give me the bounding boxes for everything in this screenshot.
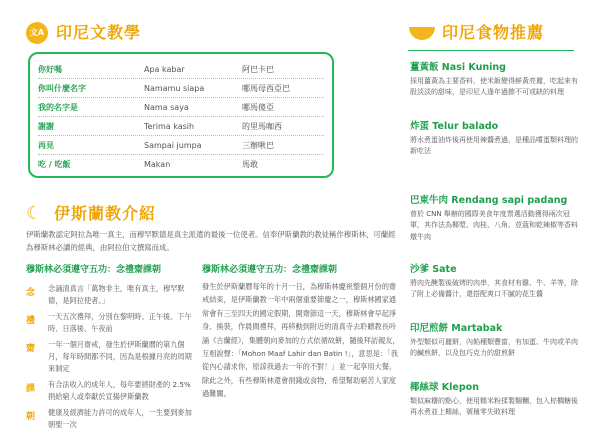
- food-description: 曾於 CNN 舉辦的國際美食年度票選活動獲得兩次冠軍，其作法為椰漿、肉桂、八角、荳蔻和乾辣椒等香料燉牛肉: [410, 210, 578, 241]
- ramadan-heading: 穆斯林必須遵守五功：念禮齋課朝: [202, 265, 338, 275]
- pillar-char: 朝: [26, 412, 36, 422]
- five-pillars-list: [26, 283, 198, 431]
- vocab-transliteration: 的里馬咖西: [242, 121, 282, 131]
- vocab-transliteration: 哪馬傻亞: [242, 102, 274, 112]
- language-section-title: 印尼文教學: [56, 23, 142, 42]
- pillars-heading: 穆斯林必須遵守五功：念禮齋課朝: [26, 265, 162, 275]
- pillar-item: [26, 379, 198, 407]
- vocab-indonesian: Apa kabar: [144, 64, 185, 74]
- islam-intro: 伊斯蘭教認定阿拉為唯一真主，而穆罕默德是真主派遣的最後一位使者。信奉伊斯蘭教的教徒稱作穆斯林，可蘭經為穆斯林必讀的經典，由阿拉伯文撰寫而成。: [26, 230, 396, 252]
- vocab-transliteration: 馬敢: [242, 160, 258, 169]
- islam-section-title: 伊斯蘭教介紹: [54, 204, 157, 223]
- vocab-chinese: 你好嗎: [38, 64, 62, 74]
- food-name: 炸蛋 Telur balado: [410, 121, 499, 132]
- pillar-item: [26, 407, 198, 431]
- food-name: 巴東牛肉 Rendang sapi padang: [410, 195, 568, 206]
- pillar-text: 念誦清真言「萬物非主，唯有真主，穆罕默德，是阿拉使者。」: [48, 284, 185, 305]
- crescent-moon-icon: ☾: [26, 203, 43, 224]
- vocab-indonesian: Makan: [144, 160, 171, 169]
- pillar-item: [26, 339, 198, 379]
- food-name: 沙爹 Sate: [410, 264, 457, 275]
- food-item: [410, 111, 578, 185]
- vocab-indonesian: Terima kasih: [144, 121, 195, 131]
- food-name: 印尼煎餅 Martabak: [410, 323, 503, 334]
- food-item: [410, 185, 578, 254]
- food-description: 採用薑黃為主要香料，使米飯變得鮮黃亮麗，吃起來有股淡淡的甜味，是印尼人逢年過節不可或缺的料理: [410, 77, 578, 97]
- vocab-chinese: 吃 / 吃飯: [38, 160, 71, 169]
- pillar-char: 禮: [26, 316, 36, 326]
- pillar-text: 一年一個月齋戒，發生於伊斯蘭曆的第九個月，每年時間都不同，因為是根據月亮的周期來制定: [48, 340, 192, 373]
- bowl-icon: [409, 27, 435, 40]
- food-item: [410, 313, 578, 372]
- food-description: 將水煮蛋油炸後再使用辣醬煮過，是種品嚐蛋類料理的新吃法: [410, 136, 578, 156]
- eid-description: 發生於伊斯蘭曆每年的十月一日，為穆斯林慶祝整個月份的齋戒結束，是伊斯蘭教一年中兩個重要節慶之一，穆斯林國家通常會有三至四天的國定假期，開齋節這一天，穆斯林會早起淨身、換裝，作晨間禮拜，再移動到附近的清真寺去聆聽教長吟誦《古蘭經》，集體朝向麥加的方式依循故餅，隨後拜訪親友，互相說聲：「Mohon Maaf Lahir dan Batin !」，意思是：「我從內心請求你，原諒我過去一年的不對！」並一起享用大餐。除此之外，有些穆斯林還會捐錢或食物，希望幫助窮苦人家度過難關。: [202, 282, 400, 399]
- food-name: 椰絲球 Klepon: [410, 382, 479, 393]
- vocab-indonesian: Namamu siapa: [144, 83, 205, 93]
- food-description: 類似麻糬的點心，使用糯米粉揉製麵糰，包入棕櫚糖後再水煮並上椰絲，號稱零失敗料理: [410, 397, 578, 417]
- vocab-row: [38, 117, 324, 136]
- pillar-text: 一天五次禮拜，分別在黎明時、正午後、下午時、日落後、午夜前: [48, 312, 192, 333]
- food-item: [410, 254, 578, 313]
- vocab-chinese: 你叫什麼名字: [38, 83, 86, 93]
- food-item: [410, 52, 578, 111]
- vocab-indonesian: Nama saya: [144, 102, 189, 112]
- pillar-item: [26, 283, 198, 311]
- vocab-transliteration: 三辦啾巴: [242, 140, 274, 150]
- vocabulary-table: [28, 52, 334, 178]
- food-section-title: 印尼食物推薦: [442, 23, 545, 42]
- vocab-row: [38, 136, 324, 155]
- language-icon: 文A: [26, 22, 48, 44]
- pillar-item: [26, 311, 198, 339]
- pillar-char: 念: [26, 288, 36, 298]
- vocab-chinese: 謝謝: [38, 121, 54, 131]
- food-description: 將肉先醃製後破烤的肉串，其食材有雞、牛、羊等，除了附上必備醬汁，還搭配爽口不膩的花生醬: [410, 279, 578, 299]
- pillar-char: 齋: [26, 344, 36, 354]
- food-name: 薑黃飯 Nasi Kuning: [410, 62, 506, 73]
- pillar-text: 健康及經濟能力許可的成年人，一生要到麥加朝聖一次: [48, 408, 192, 429]
- pillar-char: 課: [26, 384, 36, 394]
- vocab-transliteration: 阿巴卡巴: [242, 64, 274, 74]
- vocab-row: [38, 60, 324, 79]
- section-divider: [408, 50, 574, 51]
- vocab-row: [38, 79, 324, 98]
- vocab-row: [38, 98, 324, 117]
- vocab-chinese: 我的名字是: [38, 102, 78, 112]
- food-list: [410, 52, 578, 431]
- vocab-transliteration: 哪馬母西亞巴: [242, 83, 290, 93]
- vocab-indonesian: Sampai jumpa: [144, 140, 202, 150]
- food-item: [410, 372, 578, 431]
- food-description: 外型類似可麗餅，內餡種類豐富，有加蛋、牛肉或羊肉的鹹煎餅，以及包巧克力的甜煎餅: [410, 338, 578, 358]
- vocab-chinese: 再見: [38, 140, 54, 150]
- pillar-text: 有合法收入的成年人，每年要將財產的 2.5% 捐給窮人或奉獻於宣揚伊斯蘭教: [48, 380, 191, 401]
- vocab-row: [38, 155, 324, 174]
